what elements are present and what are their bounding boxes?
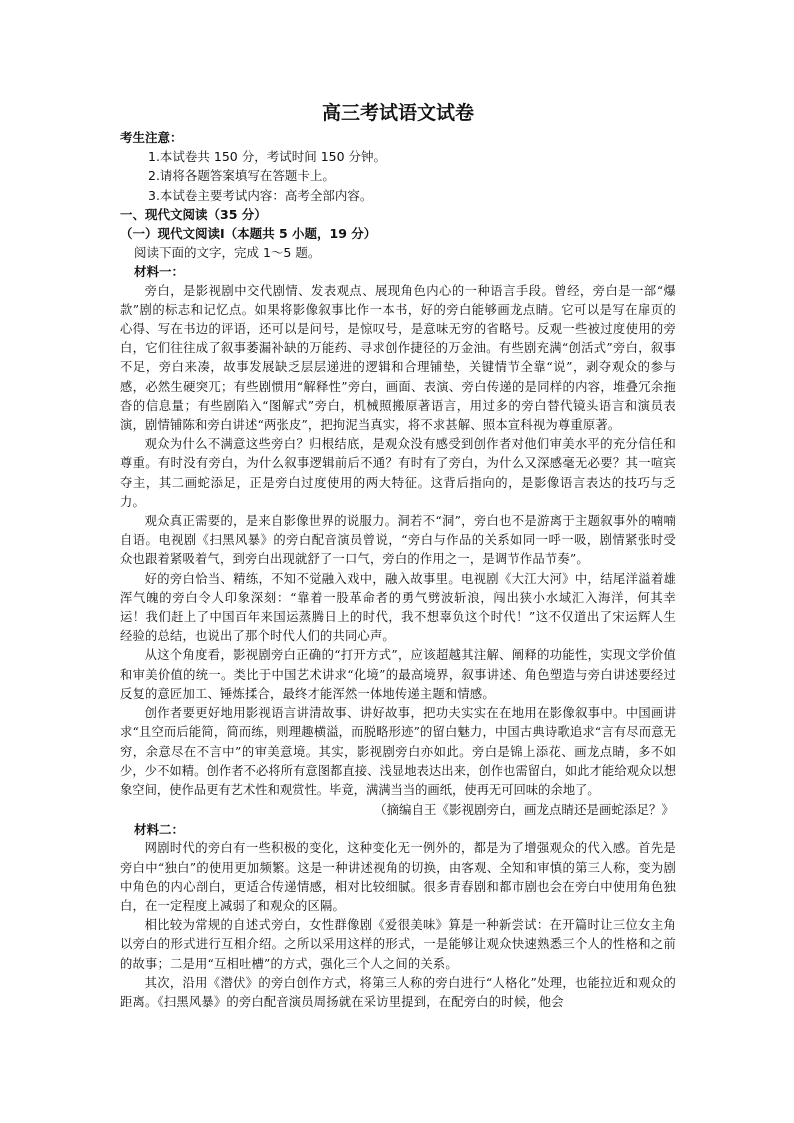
material1-paragraph-5: 从这个角度看，影视剧旁白正确的“打开方式”，应该超越其注解、阐释的功能性，实现文学价值和审美价值的统一。类比于中国艺术讲求“化境”的最高境界，叙事讲述、角色塑造与旁白讲述要经过反复的意匠加工、锤炼揉合，最终才能浑然一体地传递主题和情感。 xyxy=(120,648,676,701)
subsection-heading: （一）现代文阅读Ⅰ（本题共 5 小题，19 分） xyxy=(120,226,377,242)
section1-heading: 一、现代文阅读（35 分） xyxy=(120,206,267,222)
notice-item-1: 1.本试卷共 150 分，考试时间 150 分钟。 xyxy=(148,149,387,165)
material1-paragraph-2: 观众为什么不满意这些旁白？归根结底，是观众没有感受到创作者对他们审美水平的充分信任和尊重。有时没有旁白，为什么叙事逻辑前后不通？有时有了旁白，为什么又深感毫无必要？其一喧宾夺主，其二画蛇添足，正是旁白过度使用的两大特征。这背后指向的，是影像语言表达的技巧与乏力。 xyxy=(120,437,676,509)
material1-paragraph-4: 好的旁白恰当、精练，不知不觉融入戏中，融入故事里。电视剧《大江大河》中，结尾洋溢着雄浑气魄的旁白令人印象深刻：“靠着一股革命者的勇气劈波斩浪，闯出狭小水域汇入海洋，何其幸运！我们赶上了中国百年来国运蒸腾日上的时代，我不想辜负这个时代！”这不仅道出了宋运辉人生经验的总结，也说出了那个时代人们的共同心声。 xyxy=(120,571,676,644)
notice-heading: 考生注意： xyxy=(120,130,183,145)
material1-paragraph-6: 创作者要更好地用影视语言讲清故事、讲好故事，把功夫实实在在地用在影像叙事中。中国画讲求“且空而后能简，简而练，则理趣横溢，而脱略形迹”的留白魅力，中国古典诗歌追求“言有尽而意无穷，余意尽在不言中”的审美意境。其实，影视剧旁白亦如此。旁白是锦上添花、画龙点睛，多不如少，少不如精。创作者不必将所有意图都直接、浅显地表达出来，创作也需留白，如此才能给观众以想象空间，使作品更有艺术性和观赏性。毕竟，满满当当的画纸，使再无可回味的余地了。 xyxy=(120,706,676,797)
material1-source: （摘编自王《影视剧旁白，画龙点睛还是画蛇添足？》 xyxy=(373,802,674,818)
material1-paragraph-3: 观众真正需要的，是来自影像世界的说服力。洞若不“洞”，旁白也不是游离于主题叙事外的喃喃自语。电视剧《扫黑风暴》的旁白配音演员曾说，“旁白与作品的关系如同一呼一吸，剧情紧张时受众也跟着紧吸着气，到旁白出现就舒了一口气，旁白的作用之一，是调节作品节奏”。 xyxy=(120,514,676,567)
document-body xyxy=(120,100,676,1012)
material2-label: 材料二： xyxy=(134,822,185,838)
material2-paragraph-2: 相比较为常规的自述式旁白，女性群像剧《爱很美味》算是一种新尝试：在开篇时让三位女主角以旁白的形式进行互相介绍。之所以采用这样的形式，一是能够让观众快速熟悉三个人的性格和之前的故事；二是用“互相吐槽”的方式，强化三个人之间的关系。 xyxy=(120,918,676,971)
reading-instruction: 阅读下面的文字，完成 1～5 题。 xyxy=(134,245,321,261)
notice-item-3: 3.本试卷主要考试内容：高考全部内容。 xyxy=(148,187,373,203)
material2-paragraph-1: 网剧时代的旁白有一些积极的变化，这种变化无一例外的，都是为了增强观众的代入感。首先是旁白中“独白”的使用更加频繁。这是一种讲述视角的切换，由客观、全知和审慎的第三人称，变为剧中角色的内心剖白，更适合传递情感，相对比较细腻。很多青春剧和都市剧也会在旁白中使用角色独白，在一定程度上减弱了和观众的区隔。 xyxy=(120,841,676,913)
exam-title: 高三考试语文试卷 xyxy=(321,102,474,124)
material1-label: 材料一： xyxy=(134,264,185,280)
material2-paragraph-3: 其次，沿用《潜伏》的旁白创作方式，将第三人称的旁白进行“人格化”处理，也能拉近和观众的距离。《扫黑风暴》的旁白配音演员周扬就在采访里提到，在配旁白的时候，他会 xyxy=(120,975,676,1009)
notice-item-2: 2.请将各题答案填写在答题卡上。 xyxy=(148,168,335,184)
material1-paragraph-1: 旁白，是影视剧中交代剧情、发表观点、展现角色内心的一种语言手段。曾经，旁白是一部“爆款”剧的标志和记忆点。如果将影像叙事比作一本书，好的旁白能够画龙点睛。它可以是写在扉页的心得、写在书边的评语，还可以是问号，是惊叹号，是意味无穷的省略号。反观一些被过度使用的旁白，它们往往成了叙事萎漏补缺的万能药、寻求创作捷径的万金油。有些剧充满“创活式”旁白，叙事不足，旁白来凑，故事发展缺乏层层递进的逻辑和合理铺垫，关键情节全靠“说”，剥夺观众的参与感，必然生硬突兀；有些剧惯用“解释性”旁白，画面、表演、旁白传递的是同样的内容，堆叠冗余拖沓的信息量；有些剧陷入“图解式”旁白，机械照搬原著语言，用过多的旁白替代镜头语言和演员表演，剧情铺陈和旁白讲述“两张皮”，把拘泥当真实，将不求甚解、照本宣科视为尊重原著。 xyxy=(120,283,676,433)
